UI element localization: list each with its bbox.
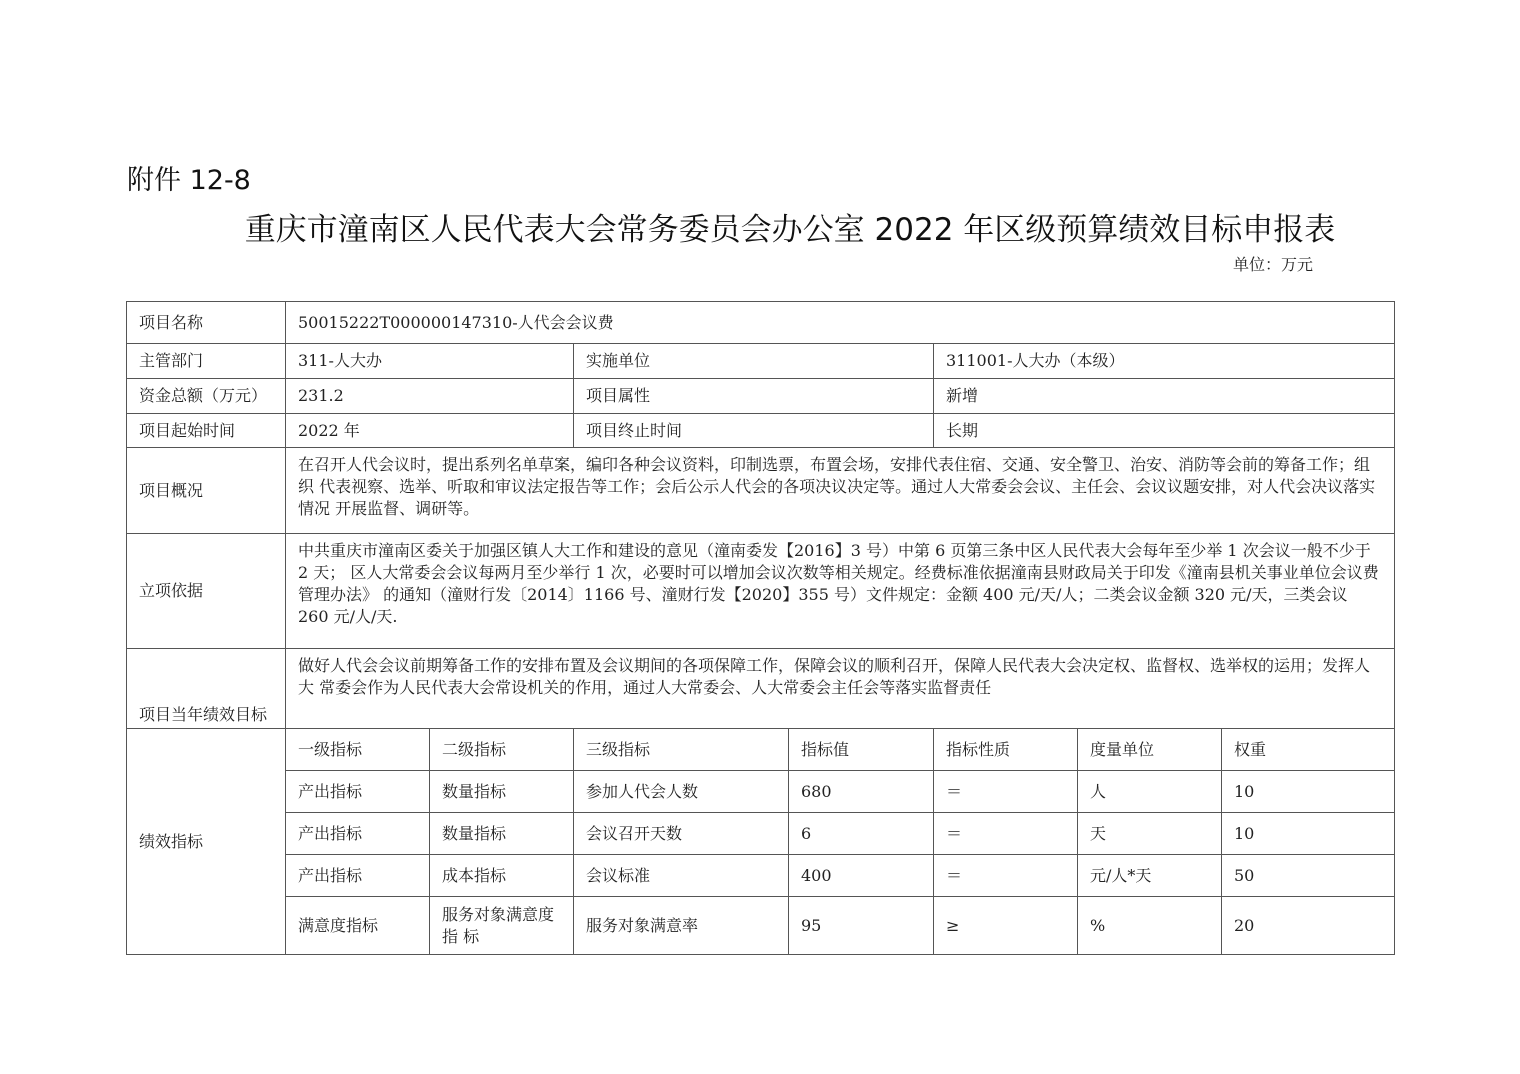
cell-nature: ≥ [934, 897, 1078, 955]
end-time-value: 长期 [934, 414, 1395, 448]
start-time-label: 项目起始时间 [127, 414, 286, 448]
cell-level3: 会议召开天数 [574, 813, 789, 855]
header-unit: 度量单位 [1078, 729, 1222, 771]
goal-value: 做好人代会会议前期筹备工作的安排布置及会议期间的各项保障工作，保障会议的顺利召开，保障人民代表大会决定权、监督权、选举权的运用；发挥人大 常委会作为人民代表大会常设机关的作用，通过人大常委会、人大常委会主任会等落实监督责任 [286, 649, 1395, 729]
header-level2: 二级指标 [430, 729, 574, 771]
basis-value: 中共重庆市潼南区委关于加强区镇人大工作和建设的意见（潼南委发【2016】3 号）中第 6 页第三条中区人民代表大会每年至少举 1 次会议一般不少于 2 天； 区人大常委会会议每两月至少举行 1 次，必要时可以增加会议次数等相关规定。经费标准依据潼南县财政局关于印发《潼南县机关事业单位会议费管理办法》 的通知（潼财行发〔2014〕1166 号、潼财行发【2020】355 号）文件规定：金额 400 元/天/人；二类会议金额 320 元/天，三类会议 260 元/人/天. [286, 534, 1395, 649]
cell-value: 95 [789, 897, 934, 955]
cell-level3: 服务对象满意率 [574, 897, 789, 955]
header-level3: 三级指标 [574, 729, 789, 771]
header-value: 指标值 [789, 729, 934, 771]
end-time-label: 项目终止时间 [574, 414, 934, 448]
cell-level2: 数量指标 [430, 813, 574, 855]
attachment-label: 附件 12-8 [127, 165, 251, 196]
cell-weight: 10 [1222, 813, 1395, 855]
cell-weight: 10 [1222, 771, 1395, 813]
header-level1: 一级指标 [286, 729, 430, 771]
cell-unit: 天 [1078, 813, 1222, 855]
cell-value: 400 [789, 855, 934, 897]
cell-level1: 产出指标 [286, 855, 430, 897]
header-nature: 指标性质 [934, 729, 1078, 771]
cell-nature: ＝ [934, 771, 1078, 813]
cell-level1: 产出指标 [286, 813, 430, 855]
table-row [127, 813, 1395, 855]
cell-weight: 50 [1222, 855, 1395, 897]
cell-level2: 成本指标 [430, 855, 574, 897]
cell-nature: ＝ [934, 813, 1078, 855]
funds-label: 资金总额（万元） [127, 379, 286, 414]
overview-label: 项目概况 [127, 448, 286, 534]
cell-value: 680 [789, 771, 934, 813]
cell-unit: 人 [1078, 771, 1222, 813]
cell-nature: ＝ [934, 855, 1078, 897]
cell-value: 6 [789, 813, 934, 855]
cell-level2: 服务对象满意度指 标 [430, 897, 574, 955]
header-weight: 权重 [1222, 729, 1395, 771]
cell-unit: 元/人*天 [1078, 855, 1222, 897]
table-row [127, 771, 1395, 813]
impl-unit-value: 311001-人大办（本级） [934, 344, 1395, 379]
start-time-value: 2022 年 [286, 414, 574, 448]
cell-level1: 产出指标 [286, 771, 430, 813]
cell-level3: 参加人代会人数 [574, 771, 789, 813]
project-name-label: 项目名称 [127, 302, 286, 344]
cell-weight: 20 [1222, 897, 1395, 955]
project-name-value: 50015222T000000147310-人代会会议费 [286, 302, 1395, 344]
indicators-label: 绩效指标 [127, 729, 286, 955]
dept-label: 主管部门 [127, 344, 286, 379]
budget-performance-table [126, 301, 1395, 955]
cell-level3: 会议标准 [574, 855, 789, 897]
cell-level2: 数量指标 [430, 771, 574, 813]
funds-value: 231.2 [286, 379, 574, 414]
project-attr-label: 项目属性 [574, 379, 934, 414]
dept-value: 311-人大办 [286, 344, 574, 379]
cell-unit: % [1078, 897, 1222, 955]
table-row [127, 897, 1395, 955]
table-row [127, 855, 1395, 897]
unit-label: 单位：万元 [1233, 255, 1314, 274]
overview-value: 在召开人代会议时，提出系列名单草案，编印各种会议资料，印制选票，布置会场，安排代表住宿、交通、安全警卫、治安、消防等会前的筹备工作；组织 代表视察、选举、听取和审议法定报告等工作；会后公示人代会的各项决议决定等。通过人大常委会会议、主任会、会议议题安排，对人代会决议落实情况 开展监督、调研等。 [286, 448, 1395, 534]
basis-label: 立项依据 [127, 534, 286, 649]
goal-label: 项目当年绩效目标 [127, 649, 286, 729]
impl-unit-label: 实施单位 [574, 344, 934, 379]
cell-level1: 满意度指标 [286, 897, 430, 955]
project-attr-value: 新增 [934, 379, 1395, 414]
page-title: 重庆市潼南区人民代表大会常务委员会办公室 2022 年区级预算绩效目标申报表 [244, 212, 1336, 248]
